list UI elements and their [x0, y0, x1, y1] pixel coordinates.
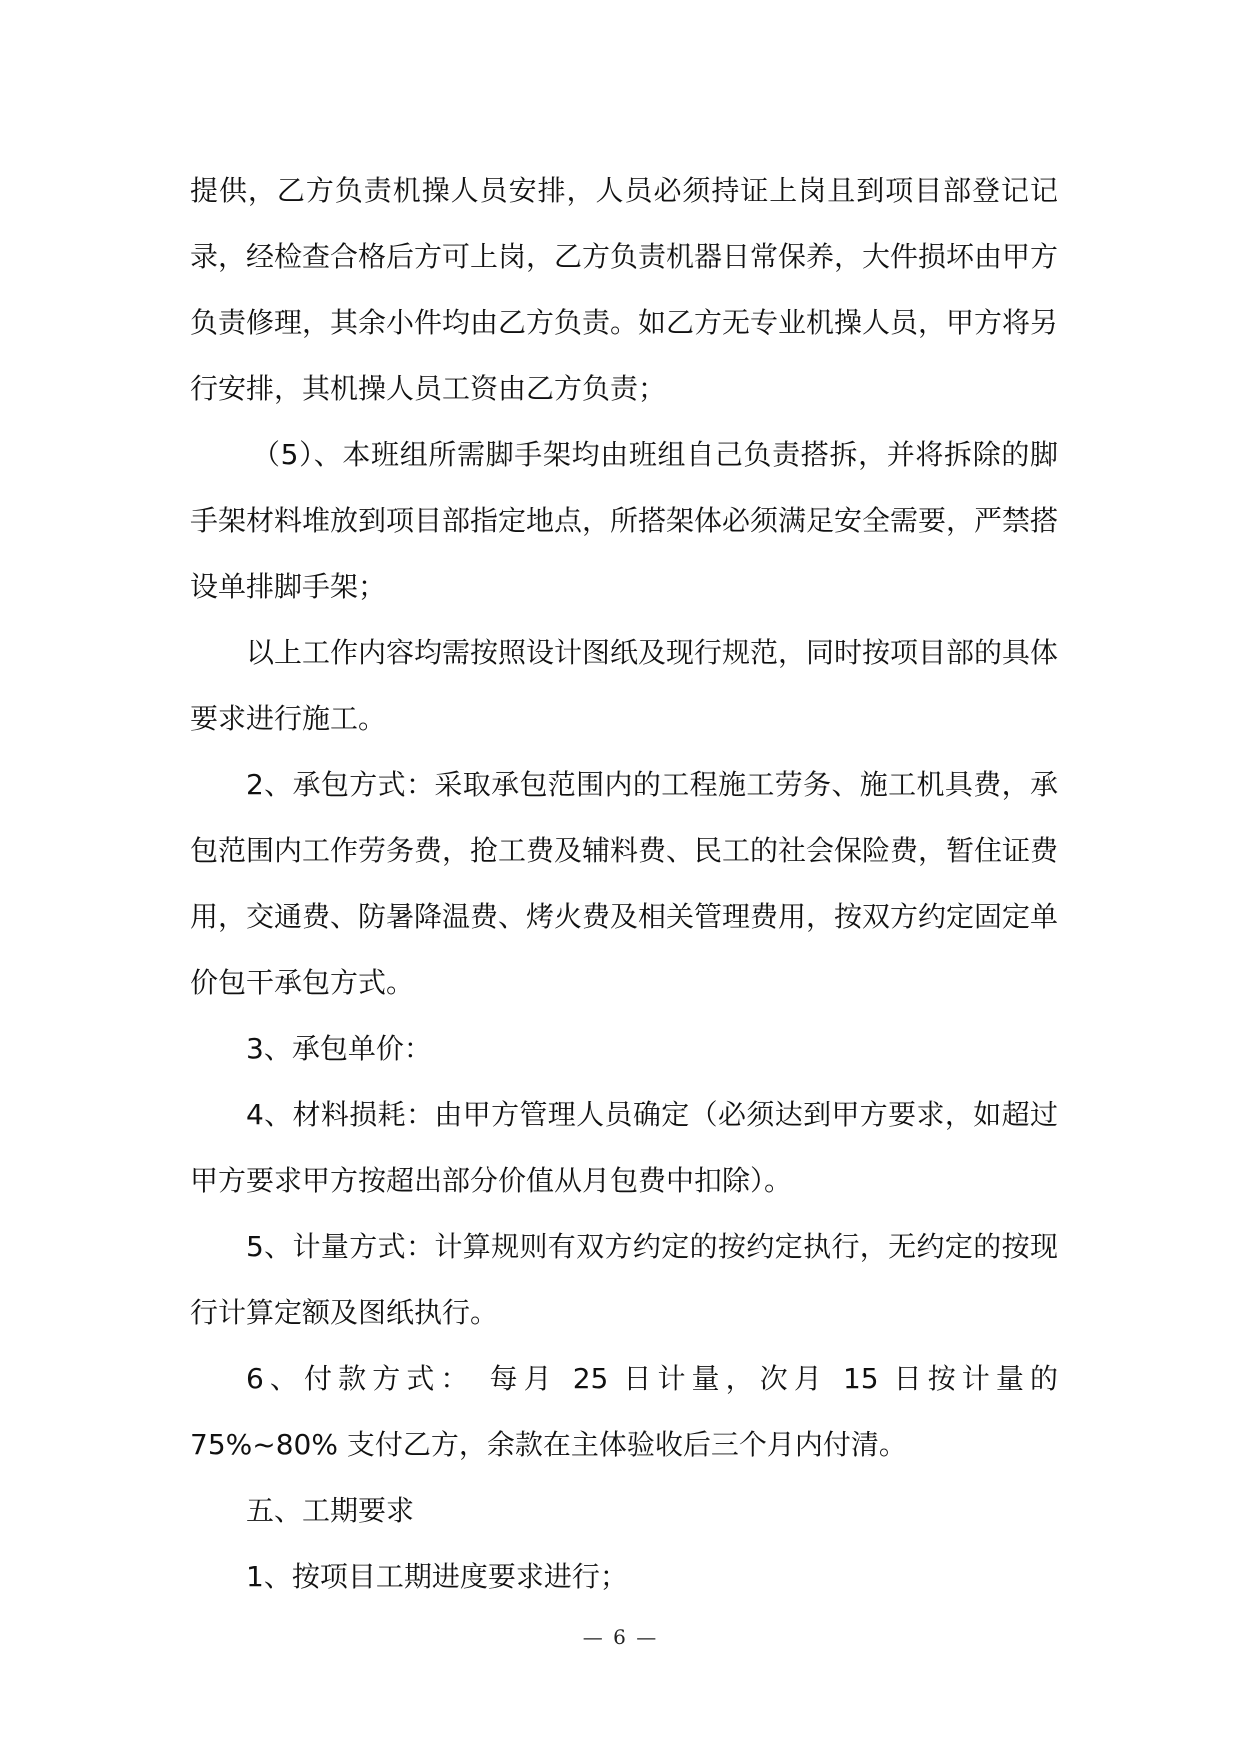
paragraph-measurement-method: 5、计量方式：计算规则有双方约定的按约定执行，无约定的按现行计算定额及图纸执行。	[190, 1230, 1058, 1329]
section-heading-schedule: 五、工期要求	[246, 1494, 415, 1527]
paragraph-payment-method: 6、付款方式： 每月 25 日计量，次月 15 日按计量的 75%~80% 支付乙方，余款在主体验收后三个月内付清。	[190, 1362, 1058, 1461]
paragraph-schedule-item-1: 1、按项目工期进度要求进行；	[246, 1560, 628, 1593]
paragraph-unit-price: 3、承包单价：	[246, 1032, 432, 1065]
paragraph-work-requirements: 以上工作内容均需按照设计图纸及现行规范，同时按项目部的具体要求进行施工。	[190, 636, 1059, 735]
paragraph-scaffolding: （5）、本班组所需脚手架均由班组自己负责搭拆，并将拆除的脚手架材料堆放到项目部指定地点，所搭架体必须满足安全需要，严禁搭设单排脚手架；	[190, 438, 1059, 603]
paragraph-machine-operators: 提供，乙方负责机操人员安排，人员必须持证上岗且到项目部登记记录，经检查合格后方可上岗，乙方负责机器日常保养，大件损坏由甲方负责修理，其余小件均由乙方负责。如乙方无专业机操人员，甲方将另行安排，其机操人员工资由乙方负责；	[190, 174, 1059, 405]
paragraph-material-loss: 4、材料损耗：由甲方管理人员确定（必须达到甲方要求，如超过甲方要求甲方按超出部分价值从月包费中扣除）。	[190, 1098, 1058, 1197]
document-body	[190, 158, 1058, 1610]
page-number: — 6 —	[582, 1625, 659, 1649]
paragraph-contract-method: 2、承包方式：采取承包范围内的工程施工劳务、施工机具费，承包范围内工作劳务费，抢工费及辅料费、民工的社会保险费，暂住证费用，交通费、防暑降温费、烤火费及相关管理费用，按双方约定固定单价包干承包方式。	[190, 768, 1059, 999]
